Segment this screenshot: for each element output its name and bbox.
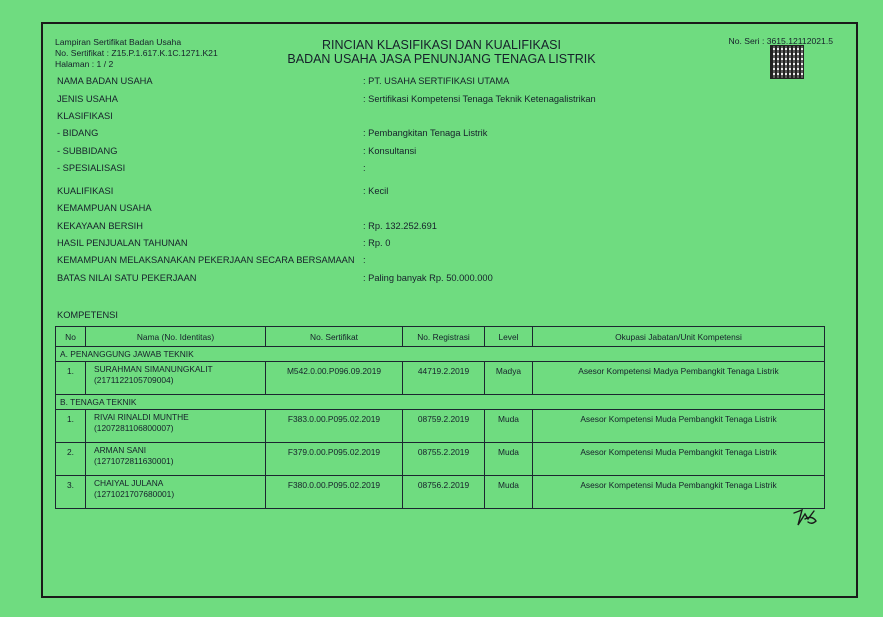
info-row (57, 94, 777, 107)
cell-okupasi: Asesor Kompetensi Madya Pembangkit Tenaga Listrik (533, 362, 825, 395)
person-name: RIVAI RINALDI MUNTHE (94, 412, 189, 422)
info-row (57, 186, 777, 199)
col-header-registrasi: No. Registrasi (403, 327, 485, 347)
cell-level: Muda (485, 410, 533, 443)
cell-sertifikat: F379.0.00.P095.02.2019 (266, 443, 403, 476)
table-header-row (56, 327, 825, 347)
cell-nama (86, 443, 266, 476)
info-label: - SUBBIDANG (57, 146, 118, 156)
qr-code (771, 46, 803, 78)
cell-no: 2. (56, 443, 86, 476)
cell-no: 1. (56, 410, 86, 443)
cell-registrasi: 08755.2.2019 (403, 443, 485, 476)
person-name: SURAHMAN SIMANUNGKALIT (94, 364, 213, 374)
cell-registrasi: 08756.2.2019 (403, 476, 485, 509)
person-id: (2171122105709004) (94, 375, 174, 385)
person-name: ARMAN SANI (94, 445, 147, 455)
person-id: (1271072811630001) (94, 456, 174, 466)
info-label: JENIS USAHA (57, 94, 118, 104)
info-label: HASIL PENJUALAN TAHUNAN (57, 238, 188, 248)
col-header-no: No (56, 327, 86, 347)
info-value: : Rp. 132.252.691 (363, 221, 437, 231)
cell-sertifikat: F383.0.00.P095.02.2019 (266, 410, 403, 443)
info-row (57, 163, 777, 176)
info-row (57, 111, 777, 124)
col-header-sertifikat: No. Sertifikat (266, 327, 403, 347)
kompetensi-table (55, 326, 825, 509)
info-value: : Pembangkitan Tenaga Listrik (363, 128, 488, 138)
no-sertifikat-text: No. Sertifikat : Z15.P.1.617.K.1C.1271.K21 (55, 48, 218, 58)
document-border (41, 22, 858, 598)
cell-sertifikat: F380.0.00.P095.02.2019 (266, 476, 403, 509)
title-line-1: RINCIAN KLASIFIKASI DAN KUALIFIKASI (322, 38, 561, 52)
info-value: : Rp. 0 (363, 238, 391, 248)
group-row (56, 347, 825, 362)
col-header-level: Level (485, 327, 533, 347)
cell-level: Muda (485, 476, 533, 509)
info-row (57, 255, 777, 268)
info-value: : (363, 255, 366, 265)
title-line-2: BADAN USAHA JASA PENUNJANG TENAGA LISTRIK (287, 52, 596, 66)
cell-okupasi: Asesor Kompetensi Muda Pembangkit Tenaga Listrik (533, 410, 825, 443)
info-value: : Kecil (363, 186, 389, 196)
info-label: KEKAYAAN BERSIH (57, 221, 143, 231)
person-id: (1207281106800007) (94, 423, 174, 433)
cell-level: Muda (485, 443, 533, 476)
cell-no: 1. (56, 362, 86, 395)
cell-registrasi: 44719.2.2019 (403, 362, 485, 395)
no-seri-text: No. Seri : 3615.12112021.5 (728, 36, 833, 46)
info-row (57, 238, 777, 251)
col-header-okupasi: Okupasi Jabatan/Unit Kompetensi (533, 327, 825, 347)
group-row (56, 395, 825, 410)
cell-sertifikat: M542.0.00.P096.09.2019 (266, 362, 403, 395)
group-label: A. PENANGGUNG JAWAB TEKNIK (56, 347, 825, 362)
cell-nama (86, 410, 266, 443)
info-label: NAMA BADAN USAHA (57, 76, 153, 86)
table-row (56, 362, 825, 395)
info-label: - BIDANG (57, 128, 99, 138)
table-row (56, 476, 825, 509)
group-label: B. TENAGA TEKNIK (56, 395, 825, 410)
table-row (56, 443, 825, 476)
col-header-nama: Nama (No. Identitas) (86, 327, 266, 347)
info-label: - SPESIALISASI (57, 163, 126, 173)
cell-nama (86, 362, 266, 395)
info-row (57, 76, 777, 89)
cell-no: 3. (56, 476, 86, 509)
info-row (57, 273, 777, 286)
lampiran-text: Lampiran Sertifikat Badan Usaha (55, 37, 182, 47)
info-row (57, 128, 777, 141)
info-value: : Sertifikasi Kompetensi Tenaga Teknik Ketenagalistrikan (363, 94, 596, 104)
info-row (57, 146, 777, 159)
info-row (57, 221, 777, 234)
cell-level: Madya (485, 362, 533, 395)
info-label: KEMAMPUAN MELAKSANAKAN PEKERJAAN SECARA BERSAMAAN (57, 255, 355, 265)
info-value: : Konsultansi (363, 146, 417, 156)
kompetensi-title: KOMPETENSI (57, 310, 118, 320)
person-id: (1271021707680001) (94, 489, 175, 499)
info-value: : Paling banyak Rp. 50.000.000 (363, 273, 493, 283)
info-row (57, 203, 777, 216)
info-value: : PT. USAHA SERTIFIKASI UTAMA (363, 76, 510, 86)
halaman-text: Halaman : 1 / 2 (55, 59, 114, 69)
info-label: KEMAMPUAN USAHA (57, 203, 152, 213)
paraf-signature (790, 505, 824, 531)
info-label: KUALIFIKASI (57, 186, 114, 196)
cell-okupasi: Asesor Kompetensi Muda Pembangkit Tenaga Listrik (533, 443, 825, 476)
info-value: : (363, 163, 366, 173)
cell-nama (86, 476, 266, 509)
person-name: CHAIYAL JULANA (94, 478, 164, 488)
info-label: KLASIFIKASI (57, 111, 113, 121)
cell-okupasi: Asesor Kompetensi Muda Pembangkit Tenaga Listrik (533, 476, 825, 509)
cell-registrasi: 08759.2.2019 (403, 410, 485, 443)
table-row (56, 410, 825, 443)
info-label: BATAS NILAI SATU PEKERJAAN (57, 273, 197, 283)
